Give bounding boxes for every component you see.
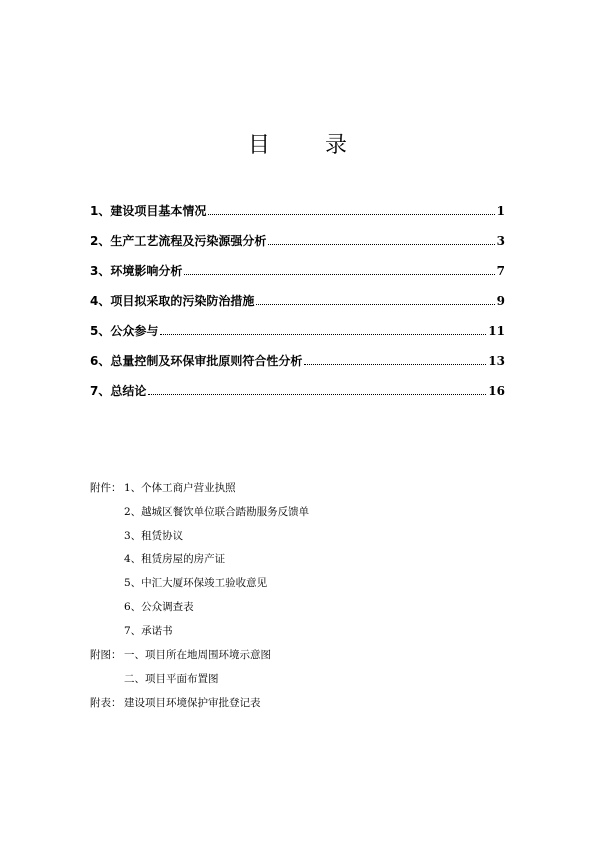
toc-entry-1[interactable]: [90, 199, 505, 219]
attachment-item: 7、承诺书: [124, 625, 173, 637]
attachment-item: 3、租赁协议: [124, 530, 184, 542]
attachments-prefix: 附件：: [90, 482, 122, 494]
attachment-item: 2、越城区餐饮单位联合踏勘服务反馈单: [124, 506, 310, 518]
toc-leader-dots: [268, 243, 494, 245]
toc-entry-3[interactable]: [90, 259, 505, 279]
toc-entry-6[interactable]: [90, 349, 505, 369]
toc-entry-title: 5、公众参与: [90, 324, 159, 338]
toc-entry-title: 2、生产工艺流程及污染源强分析: [90, 234, 267, 248]
table-item: 建设项目环境保护审批登记表: [124, 697, 261, 709]
toc-entry-5[interactable]: [90, 319, 505, 339]
attachment-item: 6、公众调查表: [124, 601, 194, 613]
toc-entry-title: 4、项目拟采取的污染防治措施: [90, 294, 255, 308]
toc-page-number: 7: [496, 264, 505, 278]
toc-leader-dots: [256, 303, 494, 305]
toc-leader-dots: [160, 333, 486, 335]
toc-page-number: 3: [496, 234, 505, 248]
toc-entry-4[interactable]: [90, 289, 505, 309]
toc-entry-title: 1、建设项目基本情况: [90, 204, 207, 218]
toc-entry-title: 6、总量控制及环保审批原则符合性分析: [90, 354, 303, 368]
toc-page-number: 13: [488, 354, 505, 368]
toc-entry-title: 7、总结论: [90, 384, 147, 398]
toc-entry-7[interactable]: [90, 379, 505, 399]
page-title: 目 录: [248, 133, 371, 158]
toc-leader-dots: [208, 213, 494, 215]
toc-page-number: 1: [496, 204, 505, 218]
attachment-item: 1、个体工商户营业执照: [124, 482, 236, 494]
figures-prefix: 附图：: [90, 649, 122, 661]
toc-leader-dots: [148, 393, 486, 395]
toc-entry-title: 3、环境影响分析: [90, 264, 183, 278]
attachment-item: 5、中汇大厦环保竣工验收意见: [124, 577, 268, 589]
toc-page-number: 11: [488, 324, 505, 338]
figure-item: 二、项目平面布置图: [124, 673, 219, 685]
figure-item: 一、项目所在地周围环境示意图: [124, 649, 271, 661]
toc-page-number: 16: [488, 384, 505, 398]
toc-leader-dots: [304, 363, 486, 365]
tables-prefix: 附表：: [90, 697, 122, 709]
toc-page-number: 9: [496, 294, 505, 308]
toc-leader-dots: [184, 273, 494, 275]
toc-entry-2[interactable]: [90, 229, 505, 249]
attachment-item: 4、租赁房屋的房产证: [124, 553, 226, 565]
